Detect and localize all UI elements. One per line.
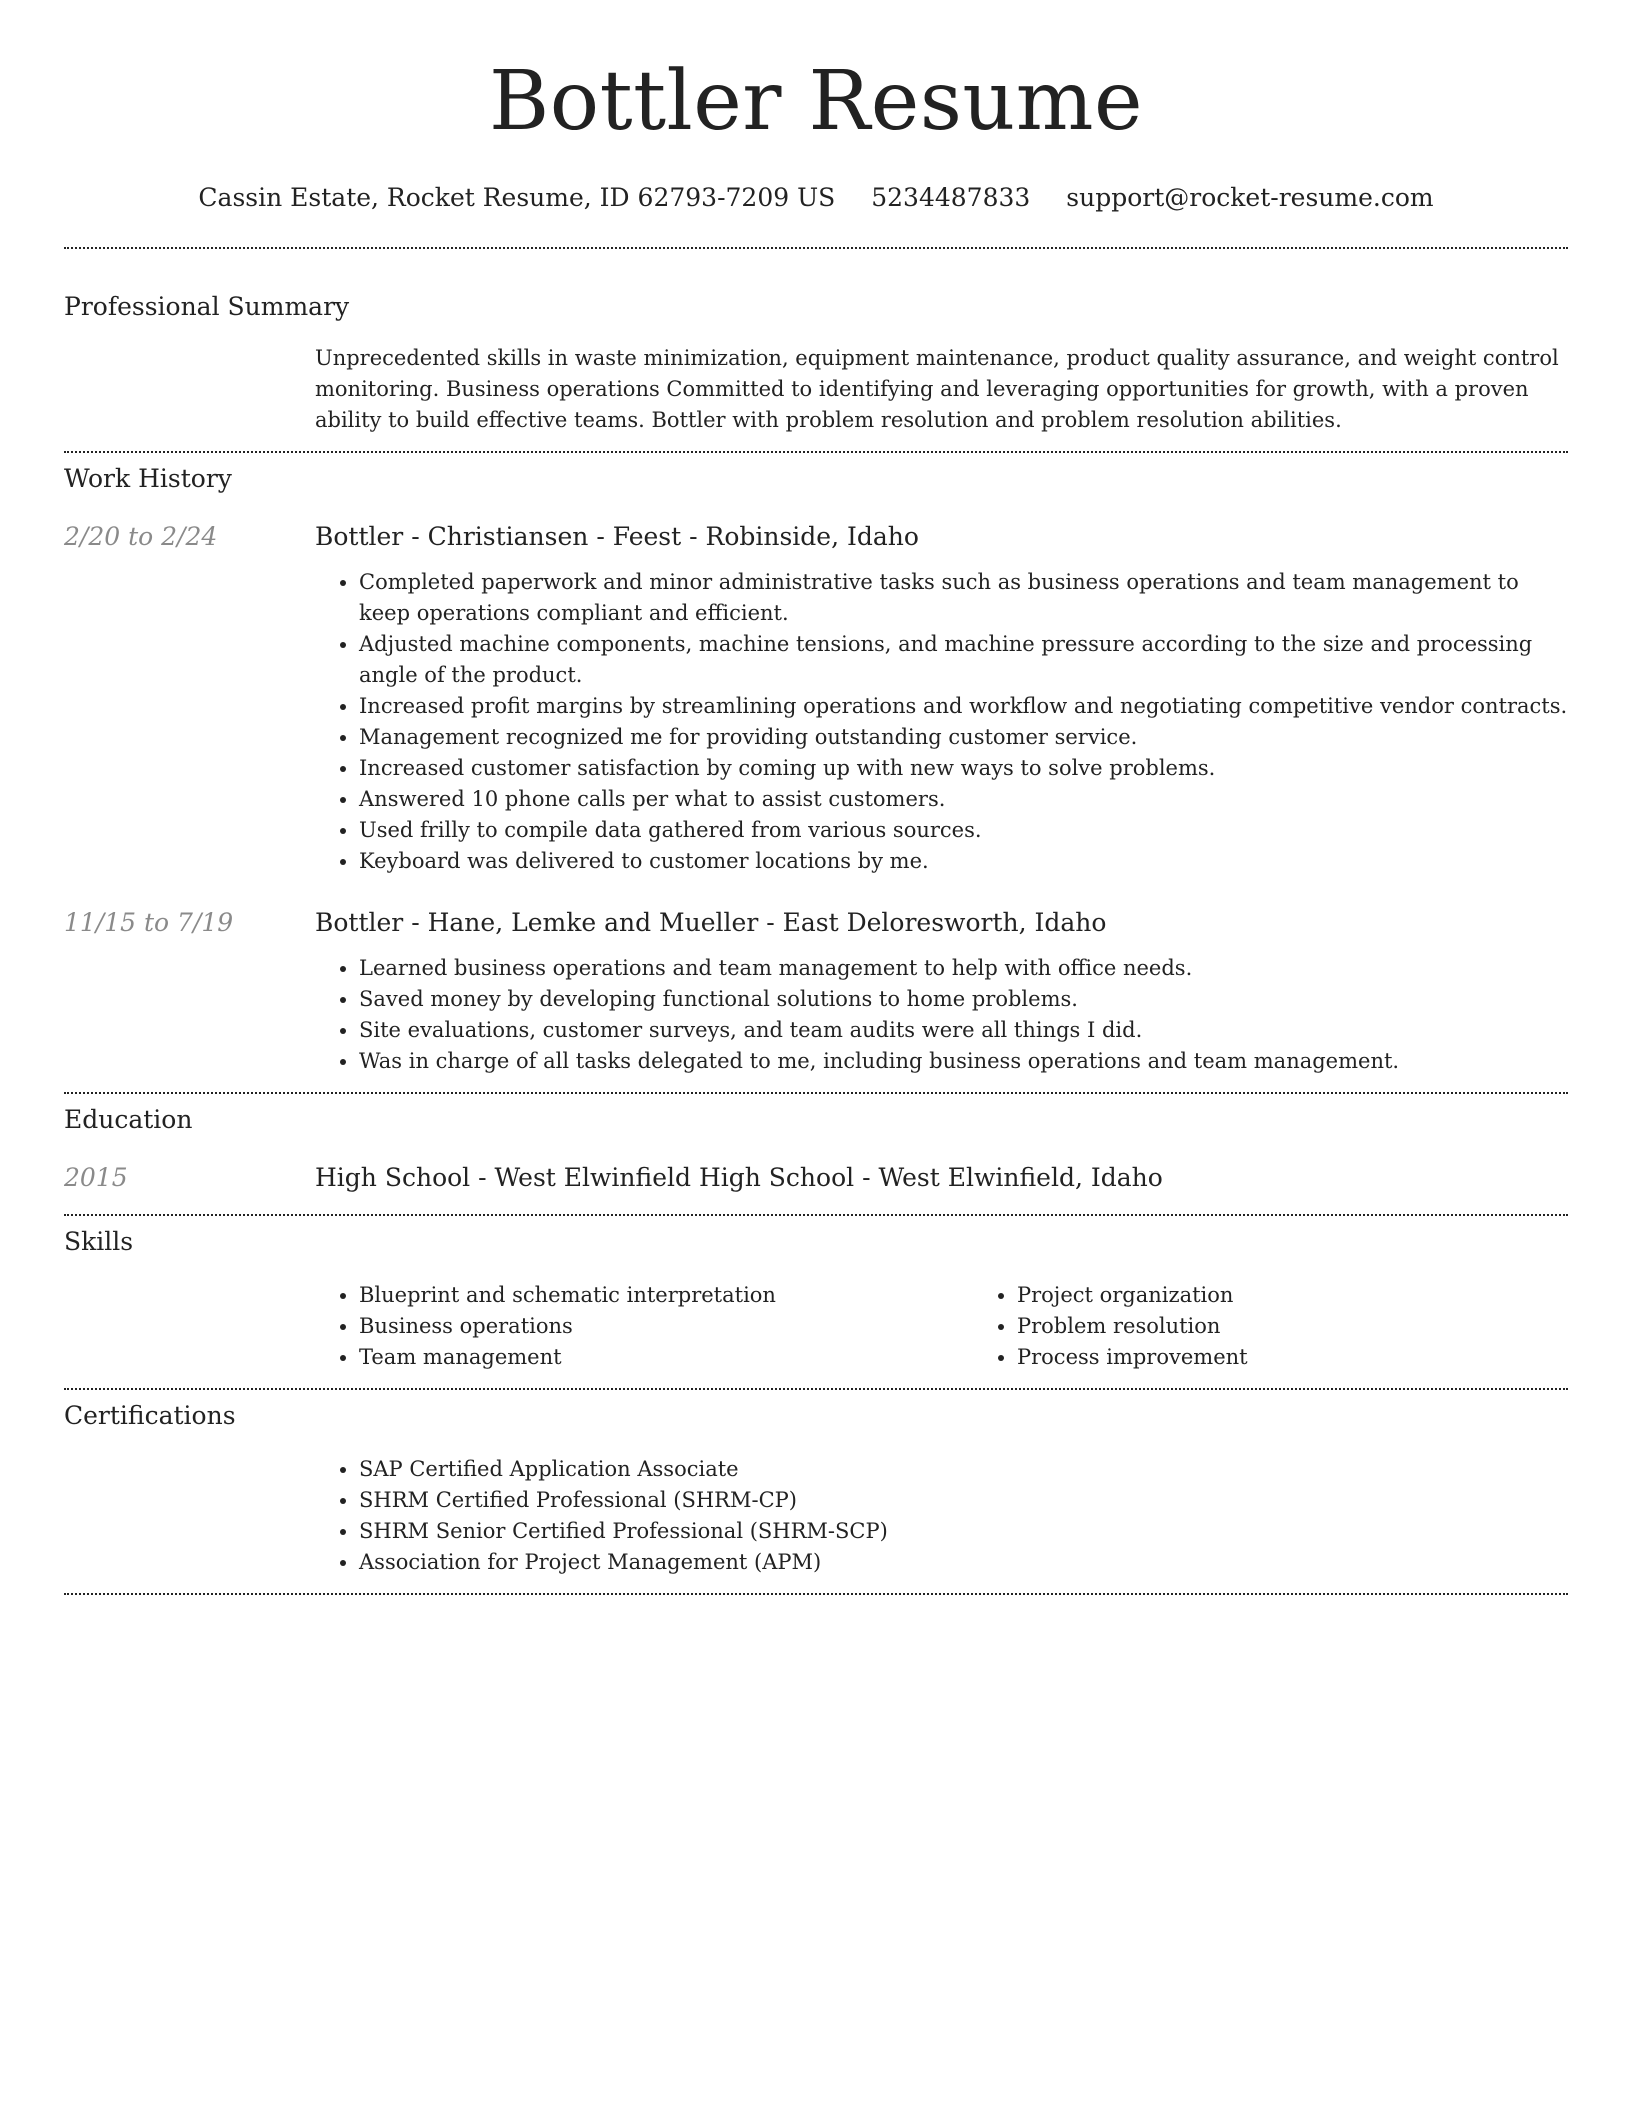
education-year: 2015 bbox=[64, 1163, 128, 1192]
section-summary bbox=[64, 249, 1568, 436]
job-bullets bbox=[315, 953, 1568, 1077]
job-dates: 2/20 to 2/24 bbox=[64, 522, 218, 551]
skills-list-left bbox=[315, 1280, 973, 1373]
list-item: • Keyboard was delivered to customer locations by me. bbox=[359, 846, 1568, 877]
education-entry: High School - West Elwinfield High School - West Elwinfield, Idaho bbox=[315, 1163, 1163, 1192]
section-work-history bbox=[64, 453, 1568, 1077]
job-entry bbox=[64, 521, 1568, 877]
list-item: • Completed paperwork and minor administrative tasks such as business operations and team management to keep operations compliant and efficient. bbox=[359, 567, 1568, 629]
section-title-work: Work History bbox=[64, 464, 232, 493]
contact-phone: 5234487833 bbox=[871, 183, 1031, 212]
section-title-skills: Skills bbox=[64, 1227, 134, 1256]
list-item: • Problem resolution bbox=[1017, 1311, 1631, 1342]
list-item: • Project organization bbox=[1017, 1280, 1631, 1311]
certifications-list bbox=[315, 1454, 1568, 1578]
resume-name: Bottler Resume bbox=[489, 54, 1143, 149]
skills-list-right bbox=[973, 1280, 1631, 1373]
list-item: • Learned business operations and team management to help with office needs. bbox=[359, 953, 1568, 984]
section-education bbox=[64, 1094, 1568, 1194]
list-item: • Blueprint and schematic interpretation bbox=[359, 1280, 973, 1311]
list-item: • Team management bbox=[359, 1342, 973, 1373]
contact-address: Cassin Estate, Rocket Resume, ID 62793-7209 US bbox=[198, 183, 836, 212]
section-skills bbox=[64, 1216, 1568, 1373]
job-title: Bottler - Christiansen - Feest - Robinside, Idaho bbox=[315, 522, 919, 551]
section-divider bbox=[64, 1593, 1568, 1595]
job-title: Bottler - Hane, Lemke and Mueller - East Deloresworth, Idaho bbox=[315, 908, 1107, 937]
job-dates: 11/15 to 7/19 bbox=[64, 908, 234, 937]
section-title-certifications: Certifications bbox=[64, 1401, 236, 1430]
job-bullets bbox=[315, 567, 1568, 877]
list-item: • Used frilly to compile data gathered from various sources. bbox=[359, 815, 1568, 846]
list-item: • Answered 10 phone calls per what to assist customers. bbox=[359, 784, 1568, 815]
contact-line bbox=[64, 182, 1568, 214]
section-title-summary: Professional Summary bbox=[64, 292, 350, 321]
list-item: • Management recognized me for providing outstanding customer service. bbox=[359, 722, 1568, 753]
list-item: • SHRM Senior Certified Professional (SHRM-SCP) bbox=[359, 1516, 1568, 1547]
section-title-education: Education bbox=[64, 1105, 193, 1134]
list-item: • SAP Certified Application Associate bbox=[359, 1454, 1568, 1485]
list-item: • Association for Project Management (APM) bbox=[359, 1547, 1568, 1578]
list-item: • Process improvement bbox=[1017, 1342, 1631, 1373]
job-entry bbox=[64, 907, 1568, 1077]
list-item: • Increased customer satisfaction by coming up with new ways to solve problems. bbox=[359, 753, 1568, 784]
list-item: • Increased profit margins by streamlining operations and workflow and negotiating competitive vendor contracts. bbox=[359, 691, 1568, 722]
list-item: • Adjusted machine components, machine tensions, and machine pressure according to the size and processing angle of the product. bbox=[359, 629, 1568, 691]
resume-header bbox=[64, 0, 1568, 214]
summary-text: Unprecedented skills in waste minimization, equipment maintenance, product quality assurance, and weight control monitoring. Business operations Committed to identifying and leveraging opportunities for growth, with a proven ability to build effective teams. Bottler with problem resolution and problem resolution abilities. bbox=[315, 346, 1559, 432]
list-item: • Business operations bbox=[359, 1311, 973, 1342]
contact-email: support@rocket-resume.com bbox=[1066, 183, 1434, 212]
list-item: • Site evaluations, customer surveys, and team audits were all things I did. bbox=[359, 1015, 1568, 1046]
list-item: • SHRM Certified Professional (SHRM-CP) bbox=[359, 1485, 1568, 1516]
list-item: • Saved money by developing functional solutions to home problems. bbox=[359, 984, 1568, 1015]
section-certifications bbox=[64, 1390, 1568, 1578]
list-item: • Was in charge of all tasks delegated to me, including business operations and team management. bbox=[359, 1046, 1568, 1077]
